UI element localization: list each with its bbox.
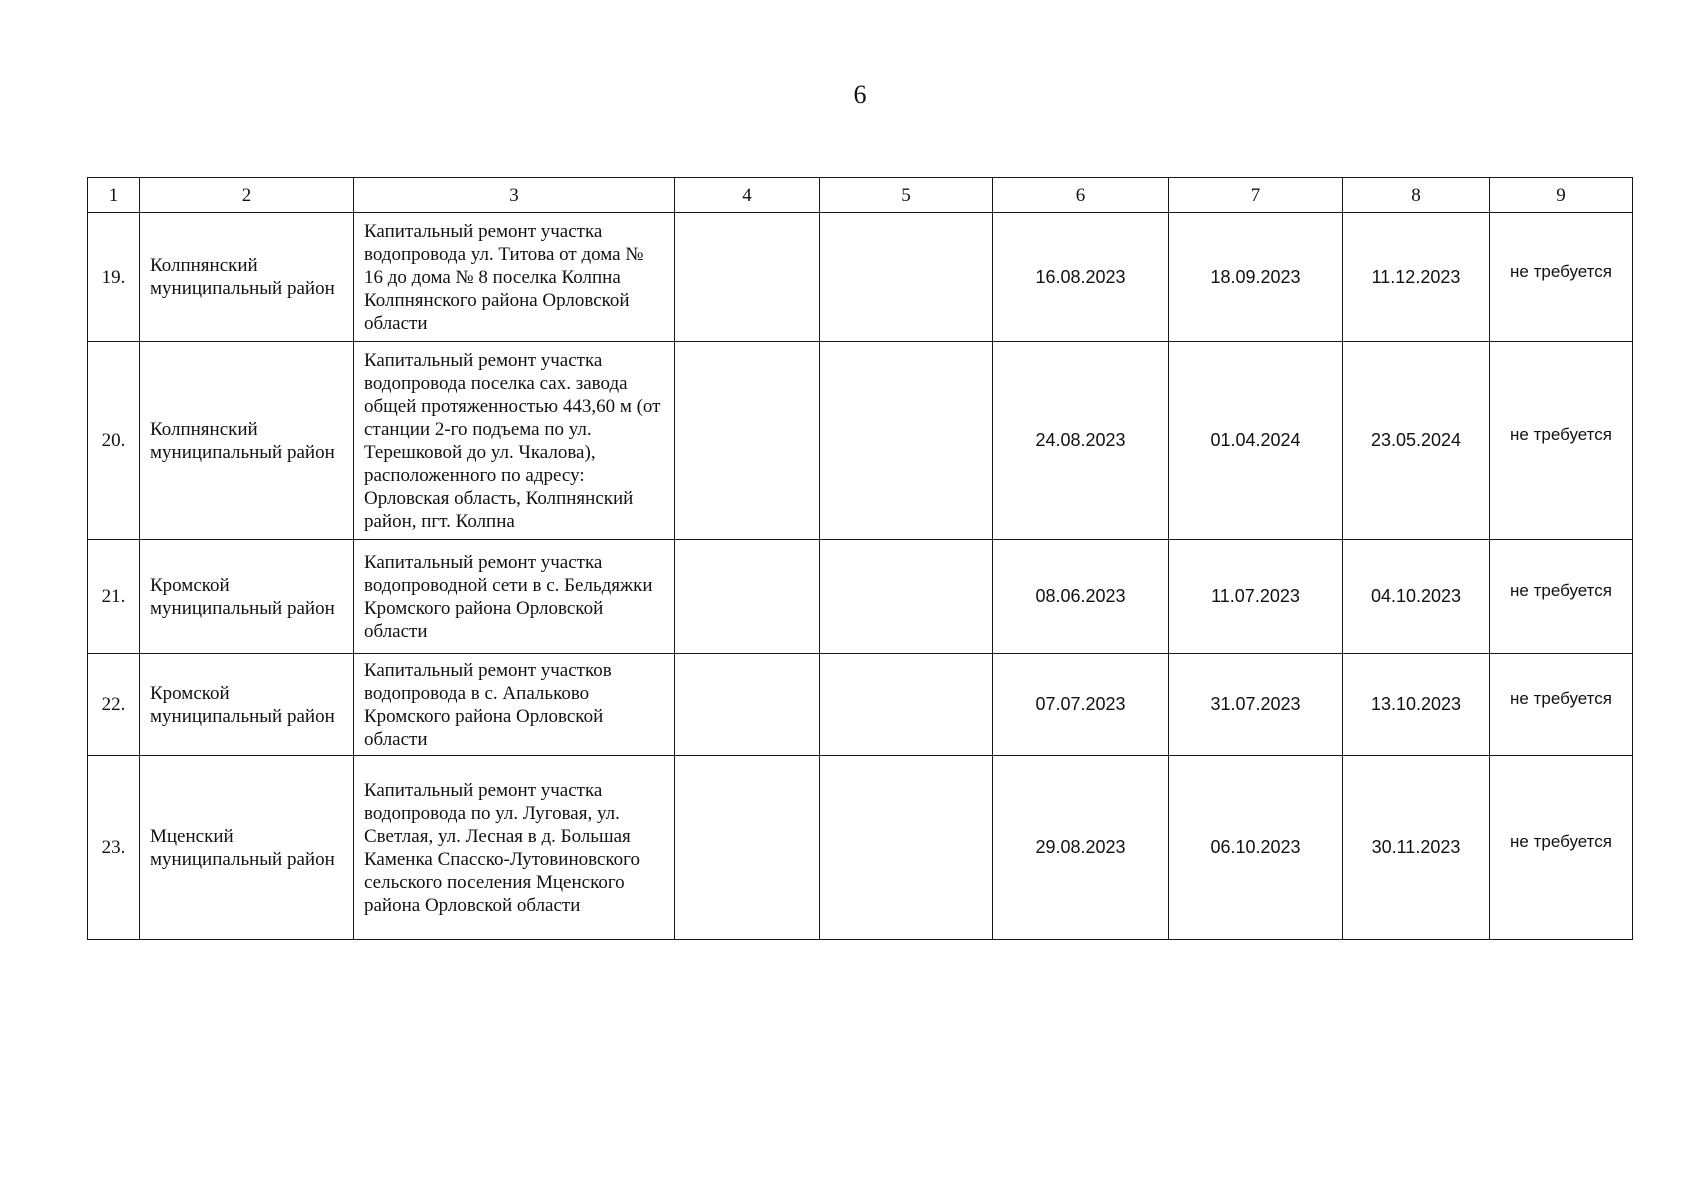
col5-cell bbox=[820, 654, 993, 756]
date-col6-cell: 07.07.2023 bbox=[993, 654, 1169, 756]
district-cell: Кромской муниципальный район bbox=[140, 540, 354, 654]
row-number: 23. bbox=[88, 756, 140, 940]
row-number: 22. bbox=[88, 654, 140, 756]
date-col8-cell: 11.12.2023 bbox=[1343, 213, 1490, 342]
header-cell: 9 bbox=[1490, 178, 1633, 213]
status-text: не требуется bbox=[1510, 261, 1612, 281]
page-number: 6 bbox=[853, 80, 867, 109]
status-text: не требуется bbox=[1510, 581, 1612, 600]
header-cell: 8 bbox=[1343, 178, 1490, 213]
description-cell: Капитальный ремонт участка водопровода по ул. Луговая, ул. Светлая, ул. Лесная в д. Большая Каменка Спасско-Лутовиновского сельского поселения Мценского района Орловской области bbox=[354, 756, 675, 940]
date-col7-cell: 01.04.2024 bbox=[1169, 342, 1343, 540]
status-text: не требуется bbox=[1510, 689, 1612, 708]
table-row bbox=[88, 756, 1633, 940]
col4-cell bbox=[675, 654, 820, 756]
date-col6-cell: 24.08.2023 bbox=[993, 342, 1169, 540]
status-cell bbox=[1490, 540, 1633, 654]
col5-cell bbox=[820, 342, 993, 540]
status-text: не требуется bbox=[1510, 832, 1612, 851]
date-col8-cell: 04.10.2023 bbox=[1343, 540, 1490, 654]
document-table bbox=[87, 177, 1633, 940]
header-cell: 6 bbox=[993, 178, 1169, 213]
col4-cell bbox=[675, 342, 820, 540]
status-text: не требуется bbox=[1510, 425, 1612, 444]
status-cell bbox=[1490, 756, 1633, 940]
header-cell: 1 bbox=[88, 178, 140, 213]
description-cell: Капитальный ремонт участка водопровода поселка сах. завода общей протяженностью 443,60 м (от станции 2-го подъема по ул. Терешковой до ул. Чкалова), расположенного по адресу: Орловская область, Колпнянский район, пгт. Колпна bbox=[354, 342, 675, 540]
header-cell: 2 bbox=[140, 178, 354, 213]
col5-cell bbox=[820, 213, 993, 342]
col4-cell bbox=[675, 213, 820, 342]
date-col7-cell: 06.10.2023 bbox=[1169, 756, 1343, 940]
district-cell: Мценский муниципальный район bbox=[140, 756, 354, 940]
status-cell bbox=[1490, 342, 1633, 540]
table-row bbox=[88, 540, 1633, 654]
table-row bbox=[88, 342, 1633, 540]
col5-cell bbox=[820, 756, 993, 940]
date-col7-cell: 18.09.2023 bbox=[1169, 213, 1343, 342]
table-header-row bbox=[88, 178, 1633, 213]
table-row bbox=[88, 654, 1633, 756]
header-cell: 5 bbox=[820, 178, 993, 213]
col5-cell bbox=[820, 540, 993, 654]
date-col7-cell: 31.07.2023 bbox=[1169, 654, 1343, 756]
description-cell: Капитальный ремонт участка водопровода ул. Титова от дома № 16 до дома № 8 поселка Колпна Колпнянского района Орловской области bbox=[354, 213, 675, 342]
district-cell: Колпнянский муниципальный район bbox=[140, 342, 354, 540]
col4-cell bbox=[675, 540, 820, 654]
row-number: 21. bbox=[88, 540, 140, 654]
date-col6-cell: 08.06.2023 bbox=[993, 540, 1169, 654]
header-cell: 7 bbox=[1169, 178, 1343, 213]
date-col7-cell: 11.07.2023 bbox=[1169, 540, 1343, 654]
row-number: 20. bbox=[88, 342, 140, 540]
description-cell: Капитальный ремонт участков водопровода в с. Апальково Кромского района Орловской области bbox=[354, 654, 675, 756]
header-cell: 3 bbox=[354, 178, 675, 213]
row-number: 19. bbox=[88, 213, 140, 342]
district-cell: Кромской муниципальный район bbox=[140, 654, 354, 756]
date-col8-cell: 30.11.2023 bbox=[1343, 756, 1490, 940]
header-cell: 4 bbox=[675, 178, 820, 213]
status-cell bbox=[1490, 213, 1633, 342]
description-cell: Капитальный ремонт участка водопроводной сети в с. Бельдяжки Кромского района Орловской области bbox=[354, 540, 675, 654]
date-col6-cell: 29.08.2023 bbox=[993, 756, 1169, 940]
col4-cell bbox=[675, 756, 820, 940]
date-col6-cell: 16.08.2023 bbox=[993, 213, 1169, 342]
date-col8-cell: 23.05.2024 bbox=[1343, 342, 1490, 540]
district-cell: Колпнянский муниципальный район bbox=[140, 213, 354, 342]
date-col8-cell: 13.10.2023 bbox=[1343, 654, 1490, 756]
status-cell bbox=[1490, 654, 1633, 756]
table-row bbox=[88, 213, 1633, 342]
